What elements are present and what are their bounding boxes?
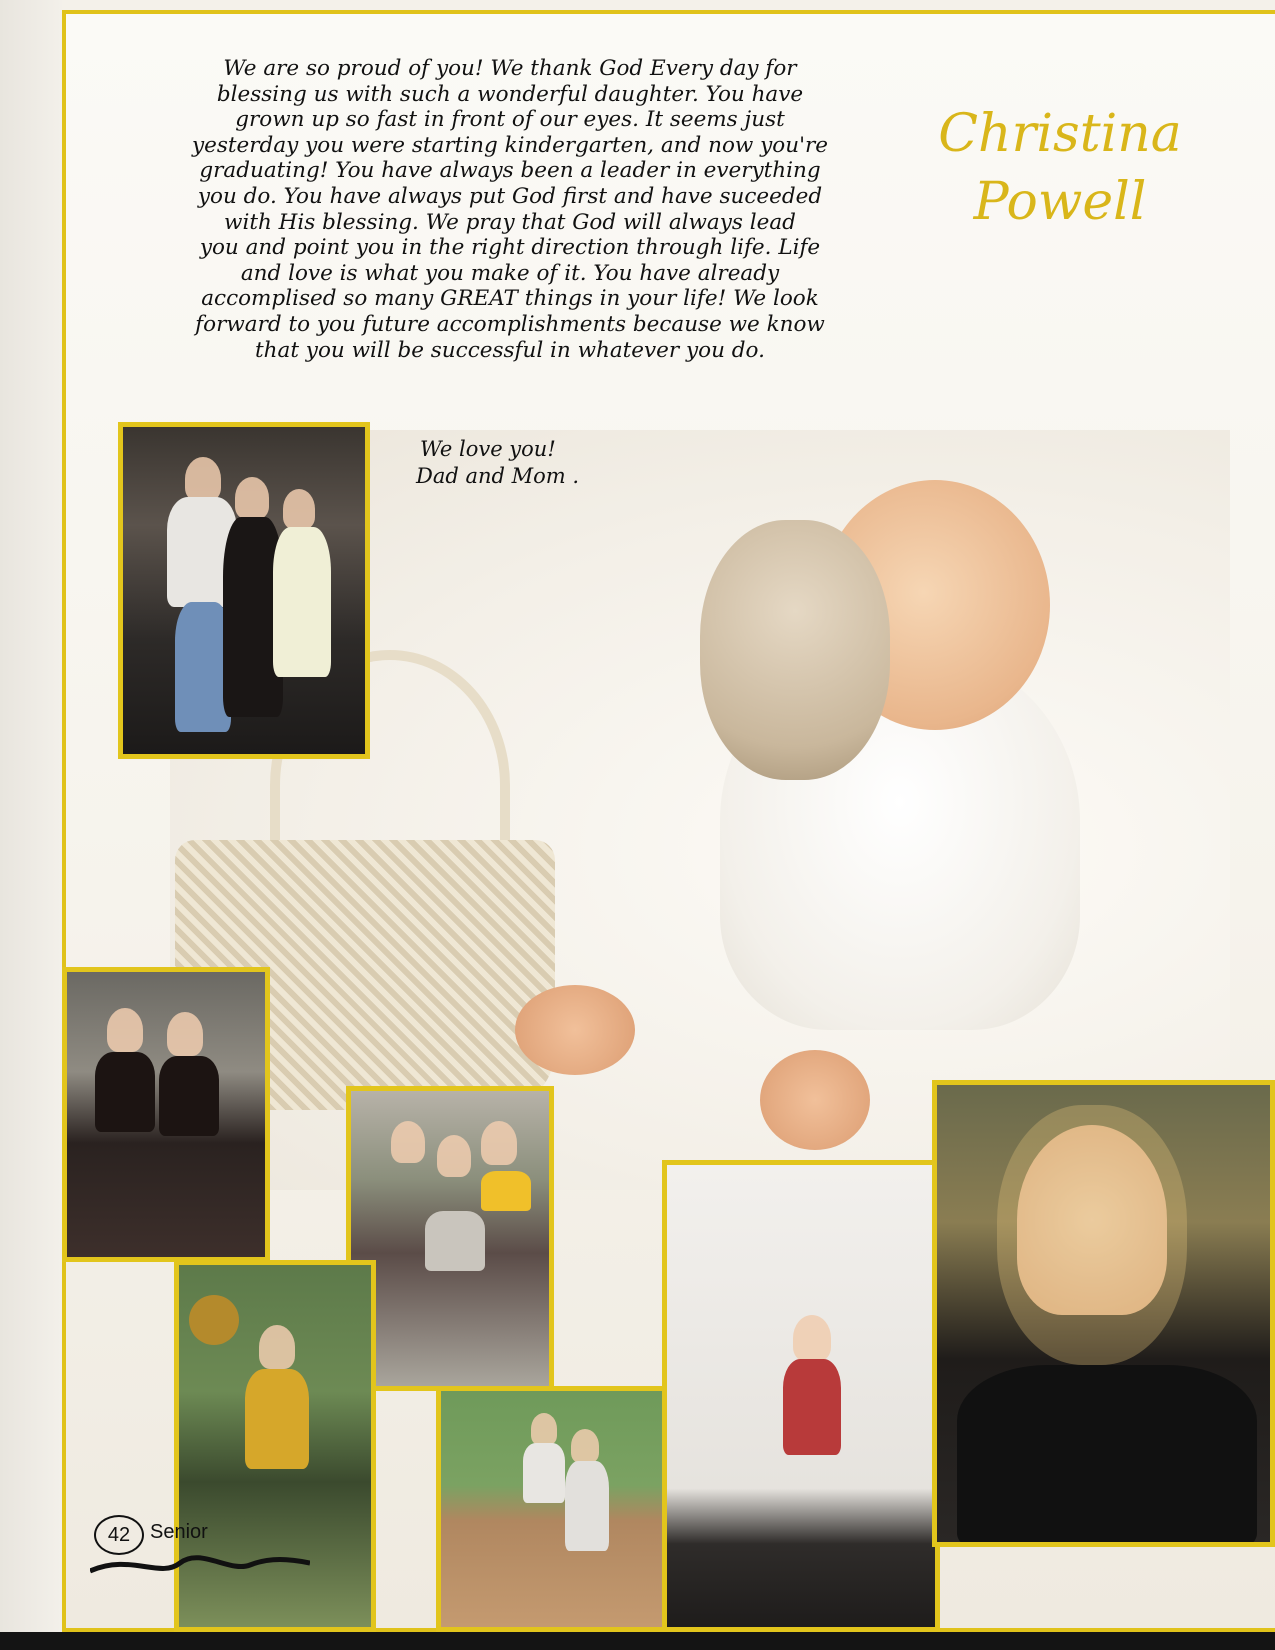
signoff bbox=[380, 436, 640, 490]
page-folio bbox=[90, 1515, 310, 1575]
page-number: 42 bbox=[94, 1515, 144, 1555]
title-first-name: Christina bbox=[938, 104, 1182, 164]
swash-decoration bbox=[90, 1549, 310, 1579]
message-line: and love is what you make of it. You have already bbox=[240, 260, 780, 286]
photo-cheerleaders bbox=[62, 967, 270, 1262]
photo-family-homecoming bbox=[118, 422, 370, 759]
message-line: accomplised so many GREAT things in your life! We look bbox=[201, 286, 819, 312]
message-line: yesterday you were starting kindergarten, and now you're bbox=[192, 132, 828, 158]
message-line: graduating! You have always been a leader in everything bbox=[199, 158, 821, 184]
message-line: with His blessing. We pray that God will always lead bbox=[224, 209, 796, 235]
photo-senior-portrait bbox=[932, 1080, 1275, 1547]
section-label: Senior bbox=[150, 1521, 208, 1543]
photo-softball bbox=[436, 1386, 692, 1632]
teddy-bear bbox=[700, 520, 890, 780]
student-name-title bbox=[880, 100, 1240, 236]
message-line: blessing us with such a wonderful daughter. You have bbox=[216, 81, 804, 107]
parent-message bbox=[140, 56, 880, 363]
message-line: you and point you in the right direction through life. Life bbox=[199, 235, 821, 261]
photo-trophy bbox=[346, 1086, 554, 1391]
page-gutter bbox=[0, 0, 62, 1650]
baby-foot-left bbox=[515, 985, 635, 1075]
message-line: grown up so fast in front of our eyes. It seems just bbox=[235, 107, 785, 133]
photo-gymnast bbox=[662, 1160, 940, 1632]
message-line: that you will be successful in whatever you do. bbox=[255, 337, 765, 363]
title-last-name: Powell bbox=[973, 172, 1147, 232]
message-line: forward to you future accomplishments because we know bbox=[195, 311, 825, 337]
signoff-parents: Dad and Mom . bbox=[416, 464, 580, 488]
signoff-love: We love you! bbox=[420, 437, 556, 461]
message-line: you do. You have always put God first and have suceeded bbox=[197, 183, 823, 209]
message-line: We are so proud of you! We thank God Every day for bbox=[223, 56, 797, 81]
scan-edge bbox=[0, 1632, 1275, 1650]
baby-foot-right bbox=[760, 1050, 870, 1150]
